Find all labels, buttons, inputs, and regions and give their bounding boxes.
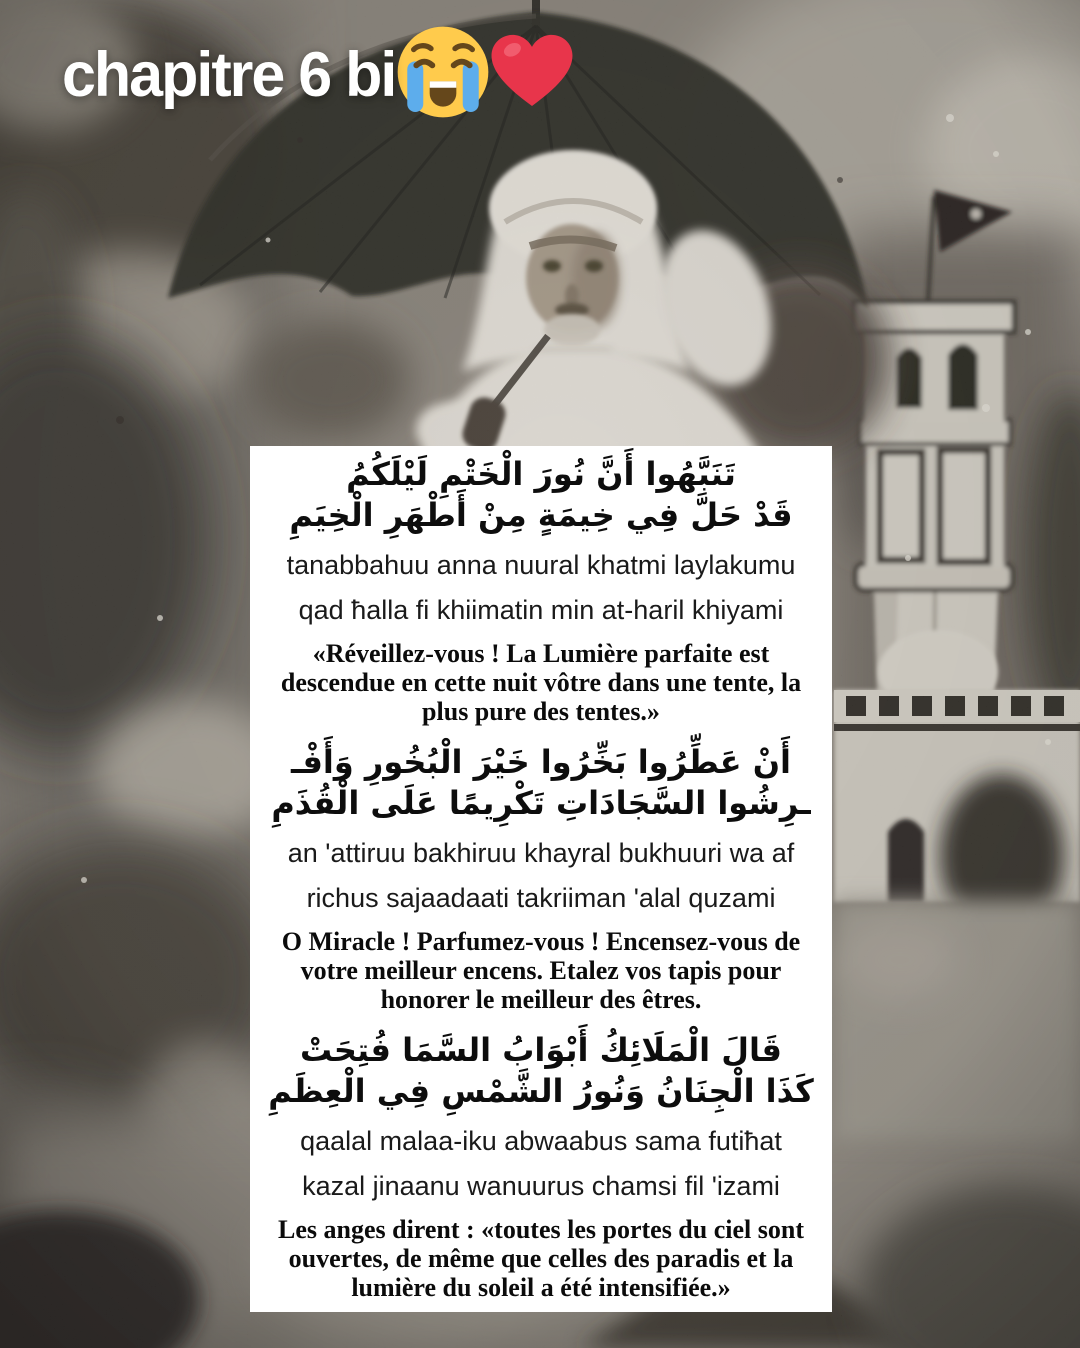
french-translation: Les anges dirent : «toutes les portes du ciel sont ouvertes, de même que celles des paradis et la lumière du soleil a été intensifiée.» [277, 1214, 804, 1302]
transliteration-line: kazal jinaanu wanuurus chamsi fil 'izami [302, 1170, 780, 1201]
arabic-verse-line: كَذَا الْجِنَانُ وَنُورُ الشَّمْسِ فِي الْعِظَمِ [268, 1071, 814, 1110]
french-translation: O Miracle ! Parfumez-vous ! Encensez-vous de votre meilleur encens. Etalez vos tapis pour honorer le meilleur des êtres. [281, 926, 801, 1014]
post-title [62, 22, 579, 126]
verse-section [264, 454, 818, 726]
arabic-verse-line: قَدْ حَلَّ فِي خِيمَةٍ مِنْ أَطْهَرِ الْخِيَمِ [289, 495, 793, 534]
post-title-text: chapitre 6 bi [62, 38, 396, 110]
transliteration-line: qaalal malaa-iku abwaabus sama futiħat [300, 1125, 782, 1156]
french-translation: «Réveillez-vous ! La Lumière parfaite est descendue en cette nuit vôtre dans une tente, la plus pure des tentes.» [280, 638, 802, 727]
arabic-verse-line: ـرِشُوا السَّجَادَاتِ تَكْرِيمًا عَلَى الْقُذَمِ [271, 783, 811, 822]
verse-section [264, 742, 818, 1014]
transliteration-line: an 'attiruu bakhiruu khayral bukhuuri wa af [287, 837, 795, 868]
verse-panel [250, 446, 832, 1312]
arabic-verse-line: قَالَ الْمَلَائِكُ أَبْوَابُ السَّمَا فُتِحَتْ [300, 1030, 782, 1069]
loudly-crying-face-emoji [395, 24, 491, 125]
transliteration-line: tanabbahuu anna nuural khatmi laylakumu [286, 549, 796, 580]
transliteration-line: qad ħalla fi khiimatin min at-haril khiyami [298, 594, 784, 625]
arabic-verse-line: تَنَبَّهُوا أَنَّ نُورَ الْخَتْمِ لَيْلَكُمُ [346, 455, 736, 493]
verse-section [264, 1030, 818, 1302]
transliteration-line: richus sajaadaati takriiman 'alal quzami [306, 882, 776, 913]
arabic-verse-line: أَنْ عَطِّرُوا بَخِّرُوا خَيْرَ الْبُخُورِ وَأَفْـ [291, 742, 791, 781]
red-heart-emoji [485, 25, 579, 124]
